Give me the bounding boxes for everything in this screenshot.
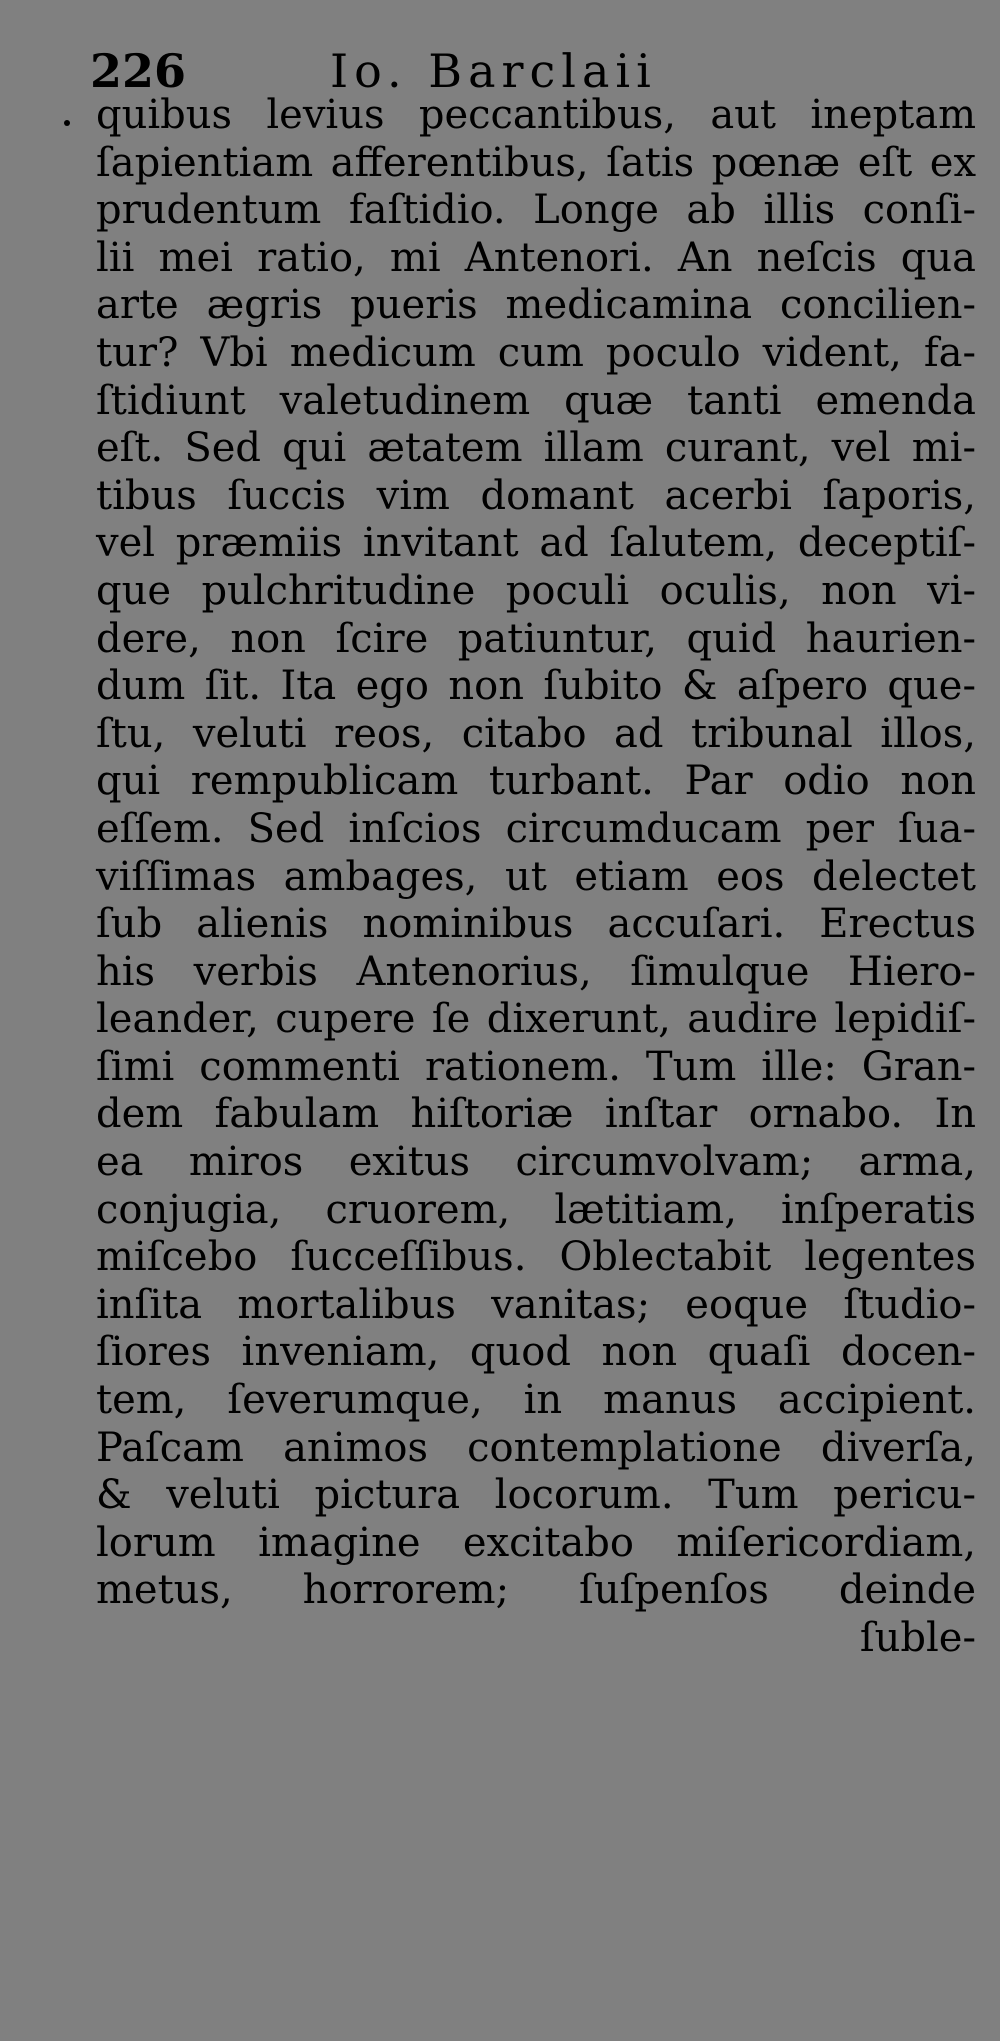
text-line: dem fabulam hiſtoriæ inſtar ornabo. In — [96, 1091, 976, 1138]
text-line: que pulchritudine poculi oculis, non vi- — [96, 567, 976, 614]
text-line: prudentum faſtidio. Longe ab illis conſi- — [96, 187, 976, 234]
text-line: tibus ſuccis vim domant acerbi ſaporis, — [96, 472, 976, 519]
text-line: ſiores inveniam, quod non quaſi docen- — [96, 1329, 976, 1376]
text-line: metus, horrorem; ſuſpenſos deinde — [96, 1567, 976, 1614]
text-line: ſtidiunt valetudinem quæ tanti emenda — [96, 377, 976, 424]
page-number: 226 — [90, 44, 187, 98]
text-line: conjugia, cruorem, lætitiam, inſperatis — [96, 1186, 976, 1233]
text-line: ſapientiam afferentibus, ſatis pœnæ eſt ex — [96, 139, 976, 186]
text-line: lii mei ratio, mi Antenori. An neſcis qua — [96, 234, 976, 281]
text-line: dum ſit. Ita ego non ſubito & aſpero que- — [96, 663, 976, 710]
text-line: quibus levius peccantibus, aut ineptam — [96, 92, 976, 138]
catchword: ſuble- — [859, 1615, 976, 1661]
text-line: qui rempublicam turbant. Par odio non — [96, 758, 976, 805]
text-line: eſſem. Sed inſcios circumducam per ſua- — [96, 805, 976, 852]
text-line: eſt. Sed qui ætatem illam curant, vel mi- — [96, 425, 976, 472]
text-line: Paſcam animos contemplatione diverſa, — [96, 1424, 976, 1471]
text-line: ſub alienis nominibus accuſari. Erectus — [96, 901, 976, 948]
text-line: lorum imagine excitabo miſericordiam, — [96, 1519, 976, 1566]
text-line: ſimi commenti rationem. Tum ille: Gran- — [96, 1043, 976, 1090]
text-line: tem, ſeverumque, in manus accipient. — [96, 1377, 976, 1424]
text-line: miſcebo ſucceſſibus. Oblectabit legentes — [96, 1234, 976, 1281]
text-line: viſſimas ambages, ut etiam eos delectet — [96, 853, 976, 900]
text-line: ſtu, veluti reos, citabo ad tribunal illos, — [96, 710, 976, 757]
text-line: leander, cupere ſe dixerunt, audire lepidiſ- — [96, 996, 976, 1043]
margin-mark — [64, 120, 70, 126]
body-text — [96, 92, 976, 1663]
running-head: Io. Barclaii — [330, 44, 657, 98]
text-line: vel præmiis invitant ad ſalutem, deceptiſ- — [96, 520, 976, 567]
text-line: ea miros exitus circumvolvam; arma, — [96, 1139, 976, 1186]
text-line: & veluti pictura locorum. Tum pericu- — [96, 1472, 976, 1519]
text-line: inſita mortalibus vanitas; eoque ſtudio- — [96, 1281, 976, 1328]
text-line: his verbis Antenorius, ſimulque Hiero- — [96, 948, 976, 995]
text-line: tur? Vbi medicum cum poculo vident, fa- — [96, 329, 976, 376]
text-line: arte ægris pueris medicamina concilien- — [96, 282, 976, 329]
text-line: dere, non ſcire patiuntur, quid haurien- — [96, 615, 976, 662]
